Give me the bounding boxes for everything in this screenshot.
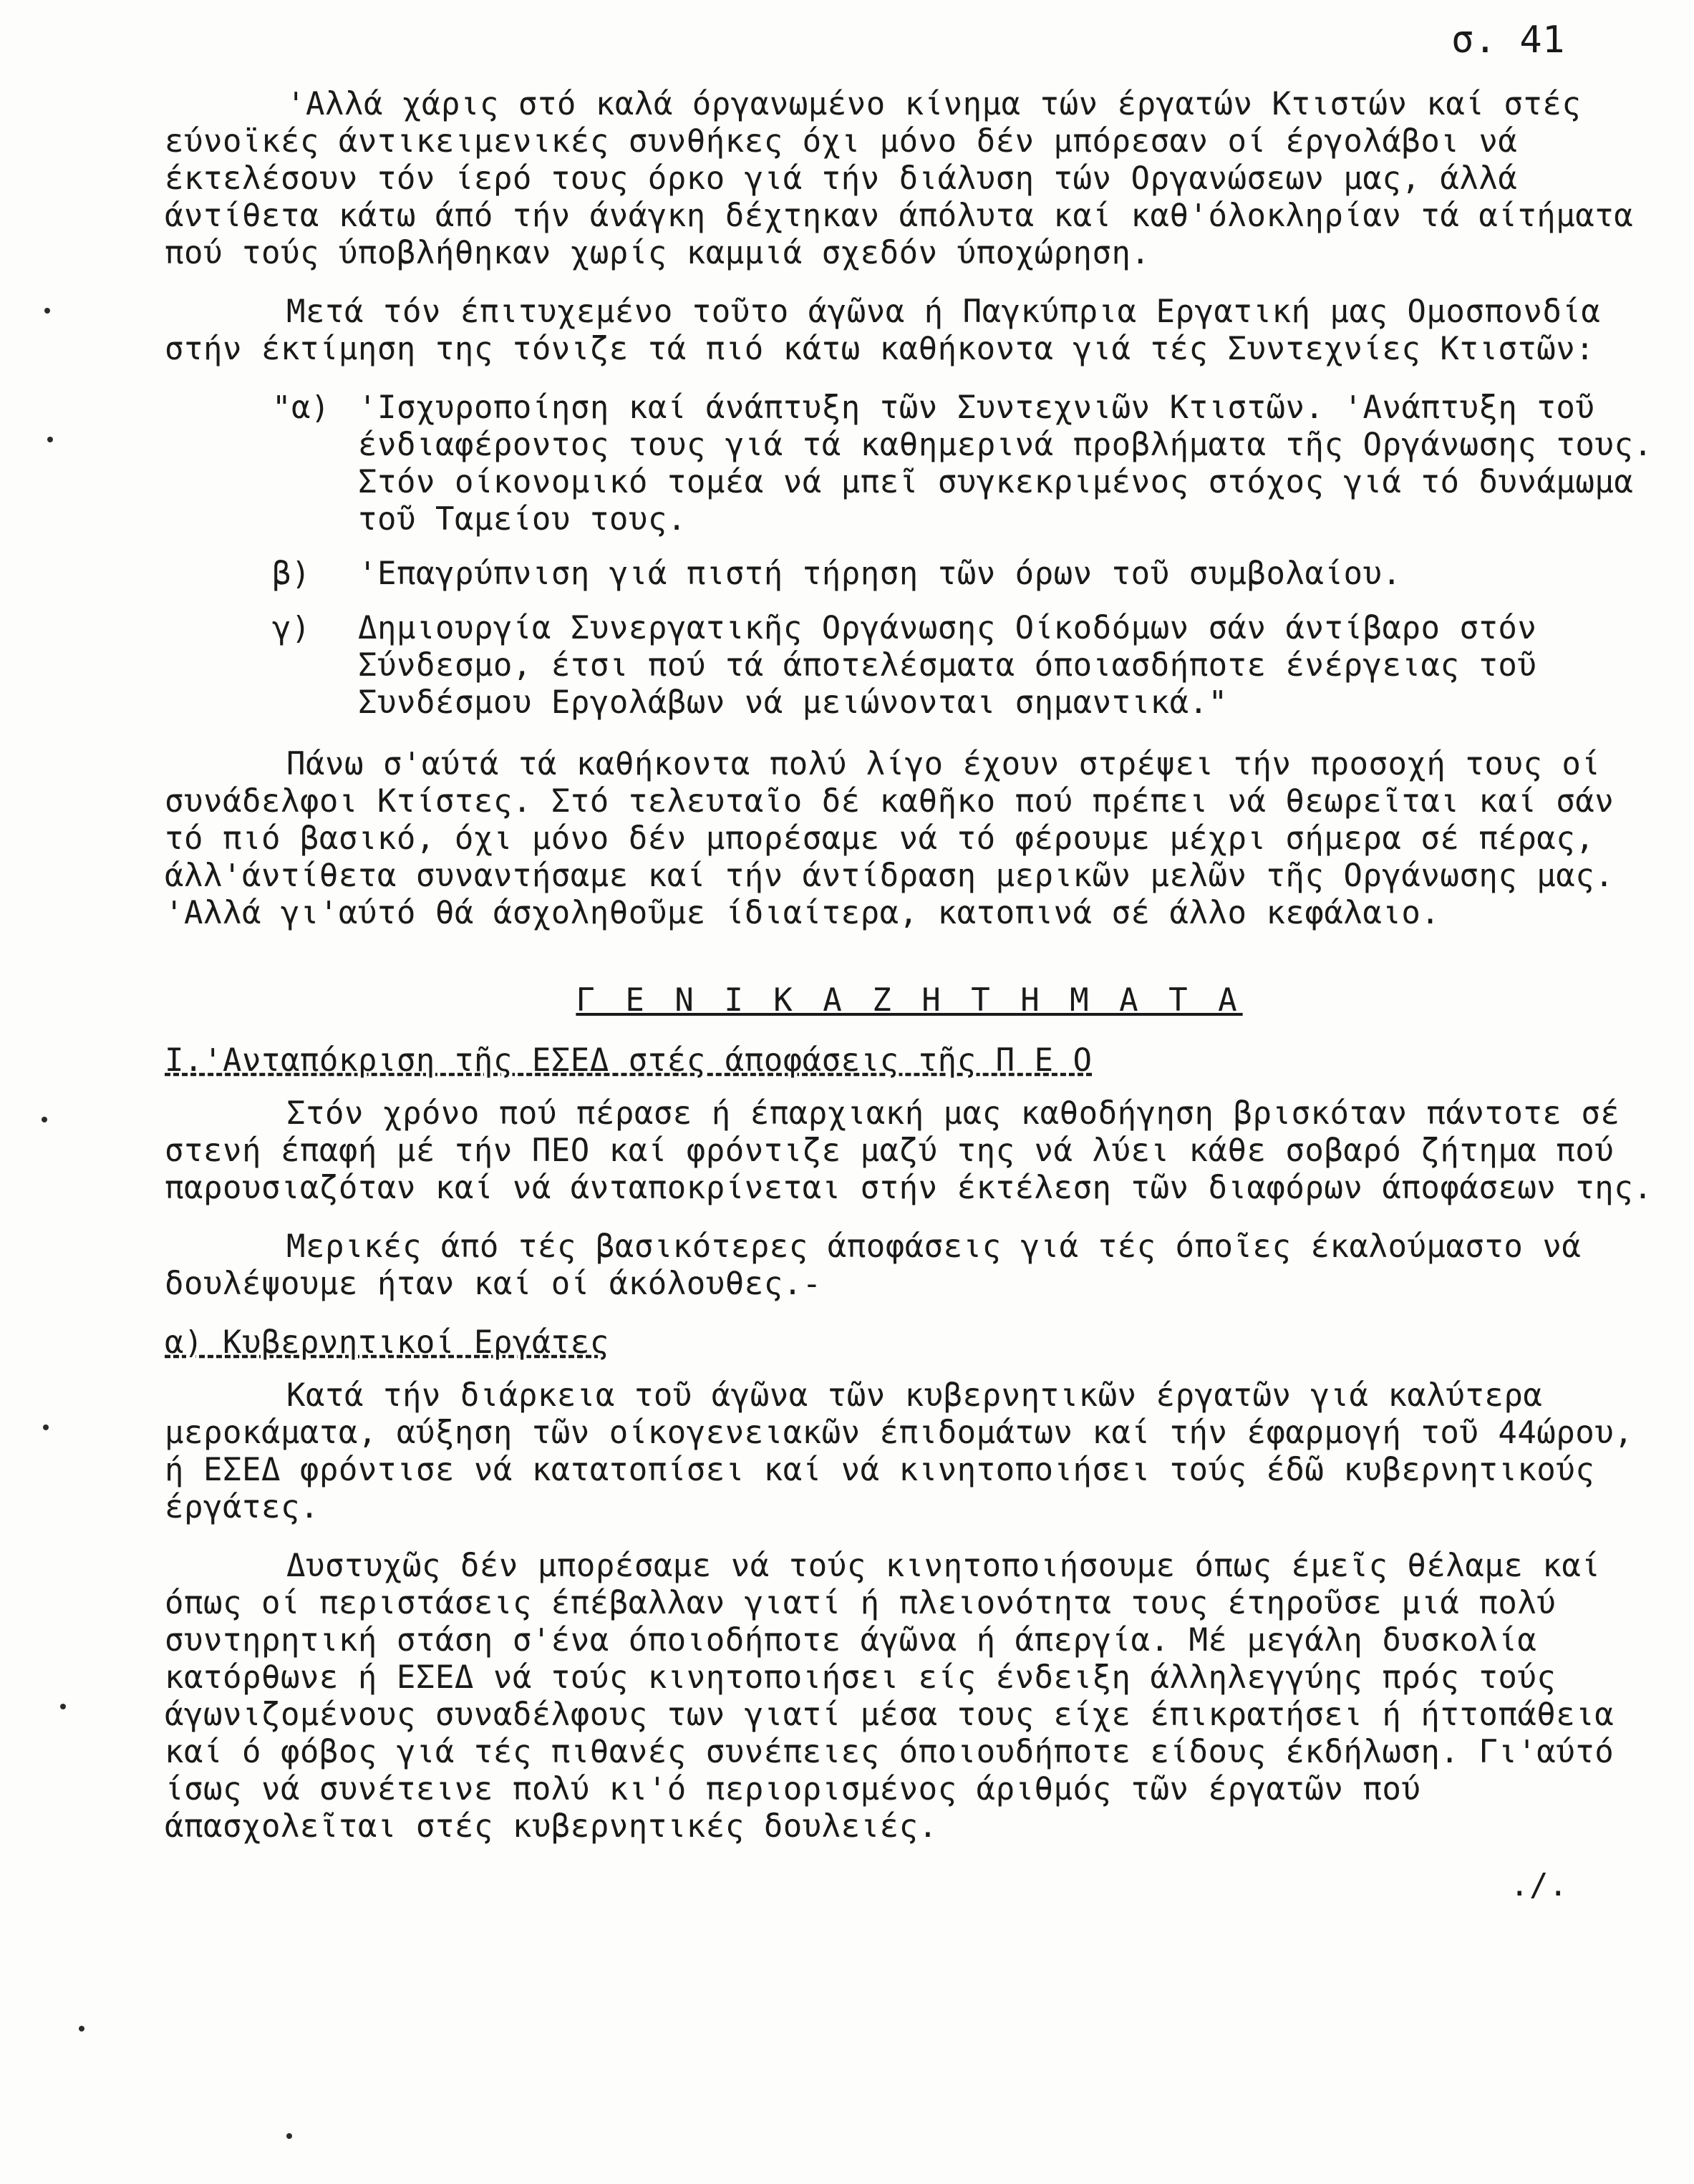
- list-item-text: Δημιουργία Συνεργατικῆς Οργάνωσης Οίκοδόμων σάν άντίβαρο στόν Σύνδεσμο, έτσι πού τά άποτελέσματα όποιασδήποτε ένέργειας τοῦ Συνδέσμου Εργολάβων νά μειώνονται σημαντικά.": [358, 610, 1537, 721]
- paragraph: Μετά τόν έπιτυχεμένο τοῦτο άγῶνα ή Παγκύπρια Εργατική μας Ομοσπονδία στήν έκτίμηση της τόνιζε τά πιό κάτω καθήκοντα γιά τές Συντεχνίες Κτιστῶν:: [165, 293, 1601, 367]
- paragraph: 'Αλλά χάρις στό καλά όργανωμένο κίνημα τών έργατών Κτιστών καί στές εύνοϊκές άντικειμενικές συνθήκες όχι μόνο δέν μπόρεσαν οί έργολάβοι νά έκτελέσουν τόν ίερό τους όρκο γιά τήν διάλυση τών Οργανώσεων μας, άλλά άντίθετα κάτω άπό τήν άνάγκη δέχτηκαν άπόλυτα καί καθ'όλοκληρίαν τά αίτήματα πού τούς ύποβλήθηκαν χωρίς καμμιά σχεδόν ύποχώρηση.: [165, 86, 1634, 271]
- list-item-text: 'Ισχυροποίηση καί άνάπτυξη τῶν Συντεχνιῶν Κτιστῶν. 'Ανάπτυξη τοῦ ένδιαφέροντος τους γιά τά καθημερινά προβλήματα τῆς Οργάνωσης τους. Στόν οίκονομικό τομέα νά μπεῖ συγκεκριμένος στόχος γιά τό δυνάμωμα τοῦ Ταμείου τους.: [358, 389, 1653, 538]
- paragraph: Κατά τήν διάρκεια τοῦ άγῶνα τῶν κυβερνητικῶν έργατῶν γιά καλύτερα μεροκάματα, αύξηση τῶν οίκογενειακῶν έπιδομάτων καί τήν έφαρμογή τοῦ 44ώρου, ή ΕΣΕΔ φρόντισε νά κατατοπίσει καί νά κινητοποιήσει τούς έδῶ κυβερνητικούς έργάτες.: [165, 1377, 1634, 1525]
- subheading: Ι.'Ανταπόκριση τῆς ΕΣΕΔ στές άποφάσεις τῆς Π Ε Ο: [165, 1042, 1093, 1079]
- subheading: α) Κυβερνητικοί Εργάτες: [165, 1324, 609, 1361]
- section-heading: Γ Ε Ν Ι Κ Α Ζ Η Τ Η Μ Α Τ Α: [576, 982, 1243, 1019]
- scan-speck: [79, 2026, 84, 2032]
- scan-speck: [286, 2133, 292, 2139]
- scan-speck: [47, 437, 53, 442]
- list-item: [272, 555, 1654, 593]
- paragraph: Πάνω σ'αύτά τά καθήκοντα πολύ λίγο έχουν στρέψει τήν προσοχή τους οί συνάδελφοι Κτίστες. Στό τελευταῖο δέ καθῆκο πού πρέπει νά θεωρεῖται καί σάν τό πιό βασικό, όχι μόνο δέν μπορέσαμε νά τό φέρουμε μέχρι σήμερα σέ πέρας, άλλ'άντίθετα συναντήσαμε καί τήν άντίδραση μερικῶν μελῶν τῆς Οργάνωσης μας. 'Αλλά γι'αύτό θά άσχοληθοῦμε ίδιαίτερα, κατοπινά σέ άλλο κεφάλαιο.: [165, 746, 1615, 931]
- scan-speck: [60, 1704, 66, 1709]
- document-body: [165, 86, 1654, 1904]
- scan-speck: [44, 308, 50, 314]
- closing-mark: ./.: [1510, 1867, 1568, 1903]
- list-marker: "α): [272, 389, 330, 426]
- paragraph: Μερικές άπό τές βασικότερες άποφάσεις γιά τές όποῖες έκαλούμαστο νά δουλέψουμε ήταν καί οί άκόλουθες.-: [165, 1228, 1582, 1302]
- scan-speck: [42, 1117, 47, 1122]
- page-number: σ. 41: [1451, 19, 1565, 62]
- list-marker: β): [272, 555, 311, 592]
- list-item: [272, 389, 1654, 538]
- list-marker: γ): [272, 610, 311, 646]
- list-item: [272, 610, 1654, 722]
- duties-list: [272, 389, 1654, 722]
- list-item-text: 'Επαγρύπνιση γιά πιστή τήρηση τῶν όρων τοῦ συμβολαίου.: [358, 555, 1402, 592]
- paragraph: Στόν χρόνο πού πέρασε ή έπαρχιακή μας καθοδήγηση βρισκόταν πάντοτε σέ στενή έπαφή μέ τήν ΠΕΟ καί φρόντιζε μαζύ της νά λύει κάθε σοβαρό ζήτημα πού παρουσιαζόταν καί νά άνταποκρίνεται στήν έκτέλεση τῶν διαφόρων άποφάσεων της.: [165, 1095, 1653, 1206]
- scan-speck: [43, 1425, 49, 1430]
- paragraph: Δυστυχῶς δέν μπορέσαμε νά τούς κινητοποιήσουμε όπως έμεῖς θέλαμε καί όπως οί περιστάσεις έπέβαλλαν γιατί ή πλειονότητα τους έτηροῦσε μιά πολύ συντηρητική στάση σ'ένα όποιοδήποτε άγῶνα ή άπεργία. Μέ μεγάλη δυσκολία κατόρθωνε ή ΕΣΕΔ νά τούς κινητοποιήσει είς ένδειξη άλληλεγγύης πρός τούς άγωνιζομένους συναδέλφους των γιατί μέσα τους είχε έπικρατήσει ή ήττοπάθεια καί ό φόβος γιά τές πιθανές συνέπειες όποιουδήποτε είδους έκδήλωση. Γι'αύτό ίσως νά συνέτεινε πολύ κι'ό περιορισμένος άριθμός τῶν έργατῶν πού άπασχολεῖται στές κυβερνητικές δουλειές.: [165, 1548, 1615, 1845]
